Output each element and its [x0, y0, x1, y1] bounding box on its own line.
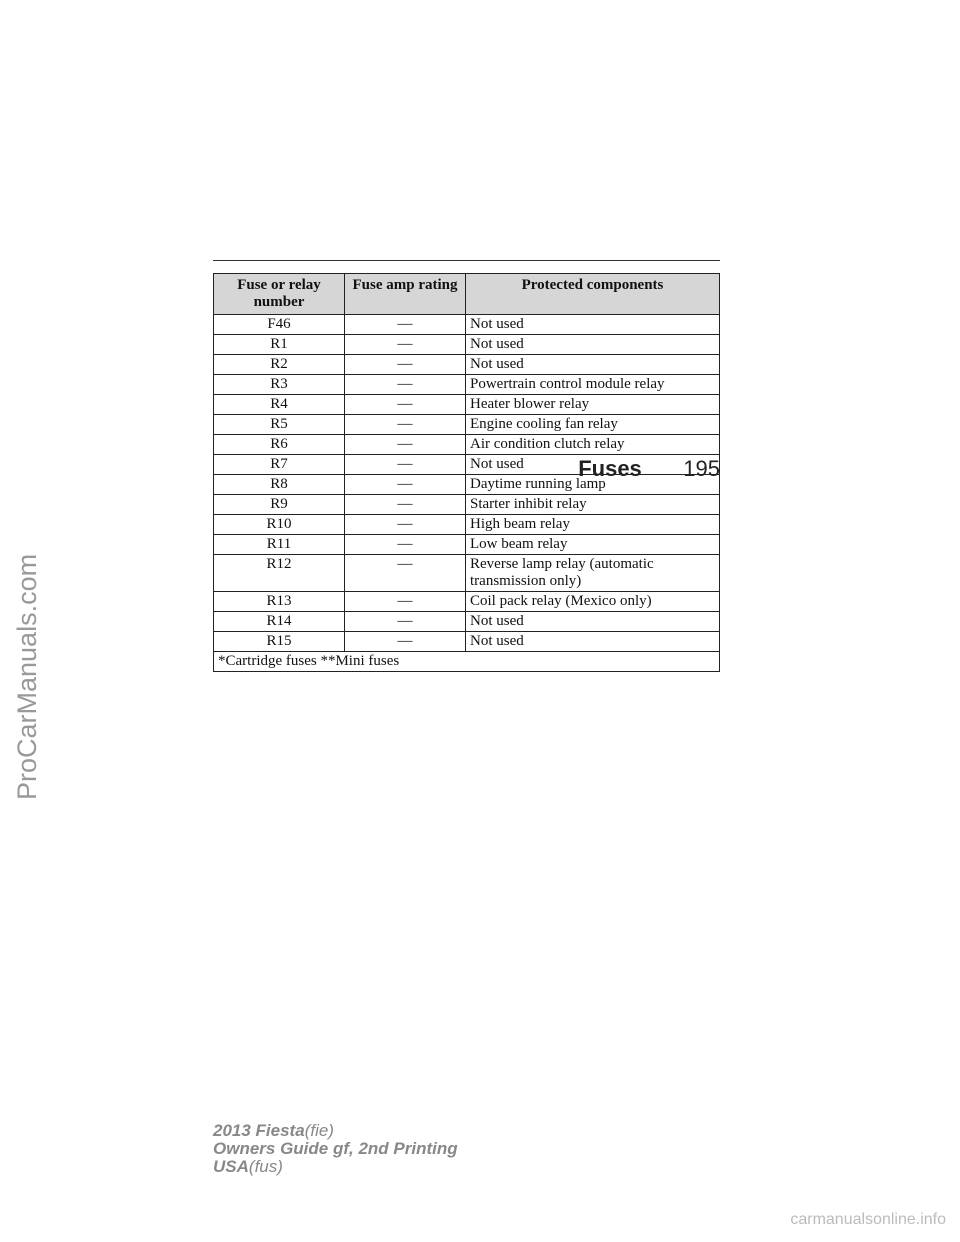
- table-row: [214, 335, 720, 355]
- footer-line-2: Owners Guide gf, 2nd Printing: [213, 1139, 458, 1158]
- amp-rating-cell: —: [345, 455, 466, 475]
- column-header-amp-rating: Fuse amp rating: [345, 274, 466, 315]
- protected-component-cell: Starter inhibit relay: [466, 495, 720, 515]
- footer-line-1: [213, 1122, 458, 1140]
- amp-rating-cell: —: [345, 535, 466, 555]
- table-row: [214, 515, 720, 535]
- protected-component-cell: Not used: [466, 455, 720, 475]
- table-footnote: *Cartridge fuses **Mini fuses: [214, 652, 720, 672]
- fuse-number-cell: R10: [214, 515, 345, 535]
- table-row: [214, 555, 720, 592]
- protected-component-cell: Coil pack relay (Mexico only): [466, 592, 720, 612]
- column-header-fuse-number: Fuse or relay number: [214, 274, 345, 315]
- fuse-number-cell: R14: [214, 612, 345, 632]
- amp-rating-cell: —: [345, 315, 466, 335]
- table-row: [214, 475, 720, 495]
- table-row: [214, 495, 720, 515]
- footer-market: USA: [213, 1157, 249, 1176]
- fuse-number-cell: R1: [214, 335, 345, 355]
- protected-component-cell: Not used: [466, 335, 720, 355]
- protected-component-cell: Not used: [466, 315, 720, 335]
- fuse-number-cell: R15: [214, 632, 345, 652]
- fuse-number-cell: R7: [214, 455, 345, 475]
- fuse-table-body: [214, 315, 720, 652]
- footer-line-3: [213, 1158, 458, 1176]
- amp-rating-cell: —: [345, 335, 466, 355]
- protected-component-cell: Powertrain control module relay: [466, 375, 720, 395]
- protected-component-cell: Daytime running lamp: [466, 475, 720, 495]
- page-footer: [213, 1122, 458, 1176]
- fuse-number-cell: R9: [214, 495, 345, 515]
- fuse-number-cell: R6: [214, 435, 345, 455]
- column-header-protected-components: Protected components: [466, 274, 720, 315]
- amp-rating-cell: —: [345, 555, 466, 592]
- site-watermark: carmanualsonline.info: [790, 1211, 946, 1228]
- fuse-number-cell: R13: [214, 592, 345, 612]
- amp-rating-cell: —: [345, 355, 466, 375]
- amp-rating-cell: —: [345, 632, 466, 652]
- protected-component-cell: Not used: [466, 632, 720, 652]
- protected-component-cell: Not used: [466, 355, 720, 375]
- fuse-number-cell: R12: [214, 555, 345, 592]
- footer-market-code: (fus): [248, 1157, 283, 1176]
- fuse-number-cell: R4: [214, 395, 345, 415]
- table-row: [214, 415, 720, 435]
- table-row: [214, 435, 720, 455]
- protected-component-cell: High beam relay: [466, 515, 720, 535]
- page-number: 195: [683, 456, 720, 481]
- table-row: [214, 375, 720, 395]
- fuse-number-cell: F46: [214, 315, 345, 335]
- amp-rating-cell: —: [345, 435, 466, 455]
- table-row: [214, 535, 720, 555]
- footer-model: 2013 Fiesta: [213, 1121, 305, 1140]
- table-header-row: [214, 274, 720, 315]
- fuse-number-cell: R11: [214, 535, 345, 555]
- protected-component-cell: Low beam relay: [466, 535, 720, 555]
- fuse-table: [213, 273, 720, 672]
- amp-rating-cell: —: [345, 375, 466, 395]
- table-row: [214, 612, 720, 632]
- section-title: Fuses: [578, 456, 642, 481]
- amp-rating-cell: —: [345, 395, 466, 415]
- fuse-number-cell: R2: [214, 355, 345, 375]
- table-row: [214, 395, 720, 415]
- table-row: [214, 632, 720, 652]
- amp-rating-cell: —: [345, 495, 466, 515]
- table-footnote-row: [214, 652, 720, 672]
- fuse-number-cell: R3: [214, 375, 345, 395]
- footer-model-code: (fie): [304, 1121, 334, 1140]
- protected-component-cell: Heater blower relay: [466, 395, 720, 415]
- protected-component-cell: Not used: [466, 612, 720, 632]
- side-watermark: ProCarManuals.com: [12, 553, 42, 800]
- protected-component-cell: Reverse lamp relay (automatic transmission only): [466, 555, 720, 592]
- table-row: [214, 592, 720, 612]
- fuse-number-cell: R5: [214, 415, 345, 435]
- table-row: [214, 315, 720, 335]
- table-row: [214, 355, 720, 375]
- amp-rating-cell: —: [345, 515, 466, 535]
- protected-component-cell: Air condition clutch relay: [466, 435, 720, 455]
- amp-rating-cell: —: [345, 475, 466, 495]
- amp-rating-cell: —: [345, 415, 466, 435]
- protected-component-cell: Engine cooling fan relay: [466, 415, 720, 435]
- fuse-number-cell: R8: [214, 475, 345, 495]
- amp-rating-cell: —: [345, 592, 466, 612]
- amp-rating-cell: —: [345, 612, 466, 632]
- table-row: [214, 455, 720, 475]
